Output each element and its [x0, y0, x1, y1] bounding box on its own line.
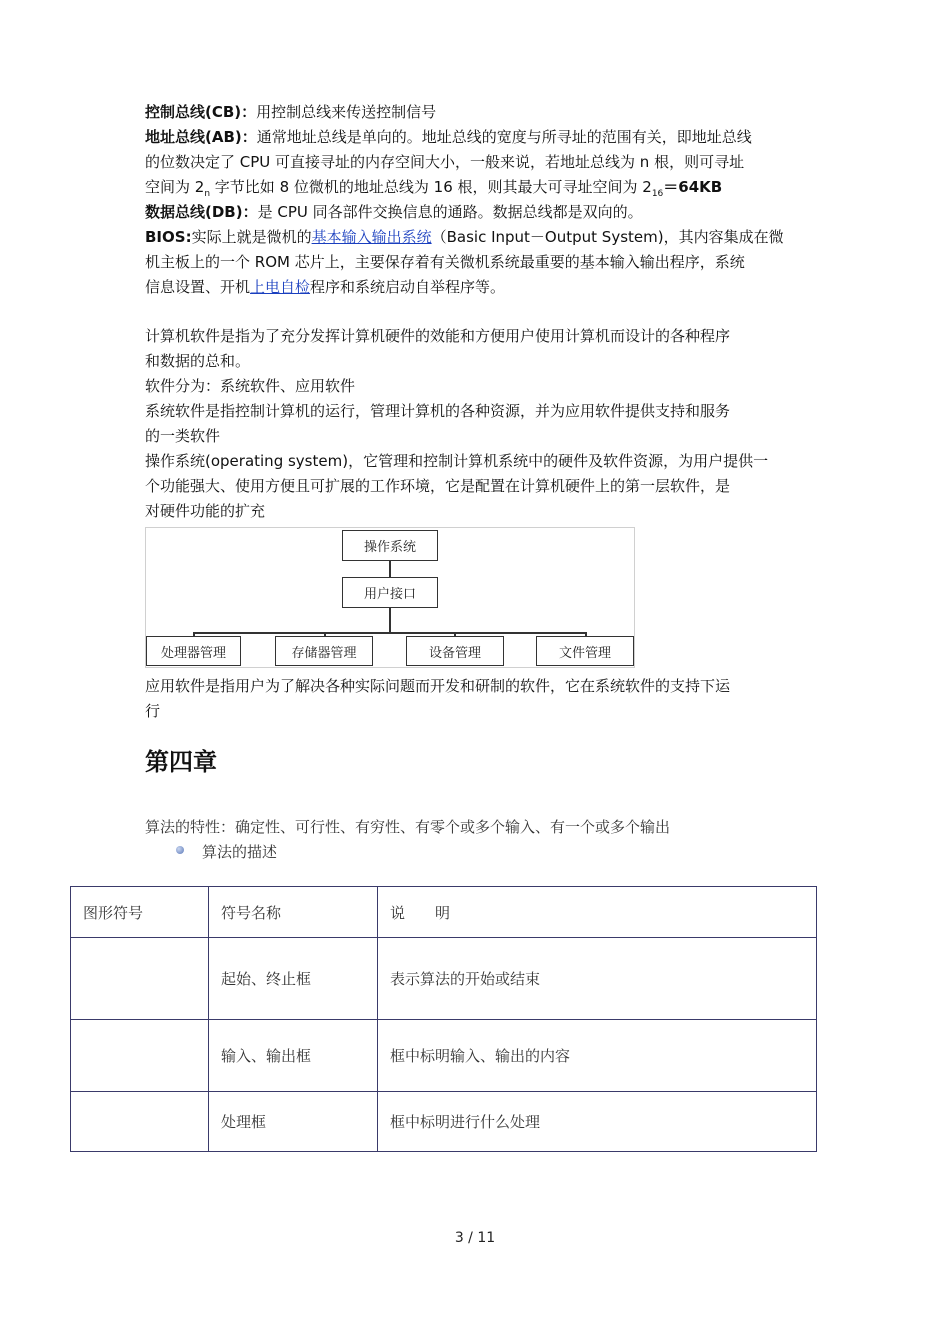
table-row [71, 1020, 817, 1092]
db-text: 是 CPU 同各部件交换信息的通路。数据总线都是双向的。 [257, 203, 643, 221]
table-header-cell: 说 明 [378, 887, 817, 938]
ab-label: 地址总线(AB)： [145, 128, 257, 146]
diagram-connector [193, 632, 585, 634]
diagram-box-memory: 存储器管理 [275, 636, 373, 666]
ab-text-3b: 字节比如 8 位微机的地址总线为 16 根，则其最大可寻址空间为 2 [210, 178, 652, 196]
software-line-2: 和数据的总和。 [145, 352, 251, 370]
db-line [145, 200, 643, 225]
app-line-2: 行 [145, 702, 161, 720]
ab-text-3a: 空间为 2 [145, 178, 205, 196]
ab-line-2: 的位数决定了 CPU 可直接寻址的内存空间大小，一般来说，若地址总线为 n 根，则可寻址 [145, 153, 745, 171]
diagram-connector [389, 608, 391, 632]
software-line-3: 软件分为：系统软件、应用软件 [145, 377, 356, 395]
ab-text-1: 通常地址总线是单向的。地址总线的宽度与所寻址的范围有关，即地址总线 [256, 128, 752, 146]
ab-sub-n: n [204, 189, 211, 199]
ab-text-3c: ＝64KB [663, 178, 723, 196]
bios-text-1b: （Basic Input－Output System)，其内容集成在微 [431, 228, 784, 246]
flowchart-symbol-table [70, 886, 817, 1152]
table-header-cell: 符号名称 [209, 887, 378, 938]
os-structure-diagram [145, 527, 635, 668]
os-line-3: 对硬件功能的扩充 [145, 502, 266, 520]
diagram-box-os: 操作系统 [342, 530, 438, 561]
table-cell-symbol [71, 1020, 209, 1092]
algo-features: 算法的特性：确定性、可行性、有穷性、有零个或多个输入、有一个或多个输出 [145, 818, 671, 836]
table-cell-desc: 框中标明输入、输出的内容 [378, 1020, 817, 1092]
bios-text-1a: 实际上就是微机的 [191, 228, 312, 246]
app-line-1: 应用软件是指用户为了解决各种实际问题而开发和研制的软件，它在系统软件的支持下运 [145, 677, 731, 695]
table-cell-name: 起始、终止框 [209, 938, 378, 1020]
table-header-row [71, 887, 817, 938]
table-cell-symbol [71, 938, 209, 1020]
diagram-box-device: 设备管理 [406, 636, 504, 666]
bios-line-2: 机主板上的一个 ROM 芯片上，主要保存着有关微机系统最重要的基本输入输出程序，系统 [145, 253, 745, 271]
os-line-1: 操作系统(operating system)，它管理和控制计算机系统中的硬件及软件资源，为用户提供一 [145, 452, 769, 470]
bios-text-3a: 信息设置、开机 [145, 278, 251, 296]
diagram-box-file: 文件管理 [536, 636, 634, 666]
cb-line [145, 100, 436, 125]
table-cell-symbol [71, 1092, 209, 1152]
table-row [71, 1092, 817, 1152]
bios-line-1 [145, 225, 784, 250]
bios-link-basic-io[interactable]: 基本输入输出系统 [311, 228, 432, 246]
bios-link-post[interactable]: 上电自检 [250, 278, 311, 296]
algo-bullet-text: 算法的描述 [202, 843, 278, 861]
ab-sub-16: 16 [651, 189, 664, 199]
software-line-4: 系统软件是指控制计算机的运行，管理计算机的各种资源，并为应用软件提供支持和服务 [145, 402, 731, 420]
os-line-2: 个功能强大、使用方便且可扩展的工作环境，它是配置在计算机硬件上的第一层软件，是 [145, 477, 731, 495]
software-line-1: 计算机软件是指为了充分发挥计算机硬件的效能和方便用户使用计算机而设计的各种程序 [145, 327, 731, 345]
diagram-box-processor: 处理器管理 [146, 636, 241, 666]
software-line-5: 的一类软件 [145, 427, 221, 445]
bios-text-3b: 程序和系统启动自举程序等。 [310, 278, 506, 296]
table-cell-desc: 表示算法的开始或结束 [378, 938, 817, 1020]
diagram-connector [389, 561, 391, 577]
chapter-heading: 第四章 [145, 747, 217, 776]
page-number: 3 / 11 [454, 1230, 496, 1246]
ab-line-1 [145, 125, 752, 150]
bullet-icon [176, 846, 184, 854]
cb-label: 控制总线(CB)： [145, 103, 257, 121]
bios-line-3 [145, 275, 505, 300]
table-header-cell: 图形符号 [71, 887, 209, 938]
table-cell-name: 输入、输出框 [209, 1020, 378, 1092]
db-label: 数据总线(DB)： [145, 203, 258, 221]
cb-text: 用控制总线来传送控制信号 [256, 103, 437, 121]
table-cell-name: 处理框 [209, 1092, 378, 1152]
table-row [71, 938, 817, 1020]
diagram-box-user-interface: 用户接口 [342, 577, 438, 608]
bios-label: BIOS: [145, 228, 192, 246]
table-cell-desc: 框中标明进行什么处理 [378, 1092, 817, 1152]
